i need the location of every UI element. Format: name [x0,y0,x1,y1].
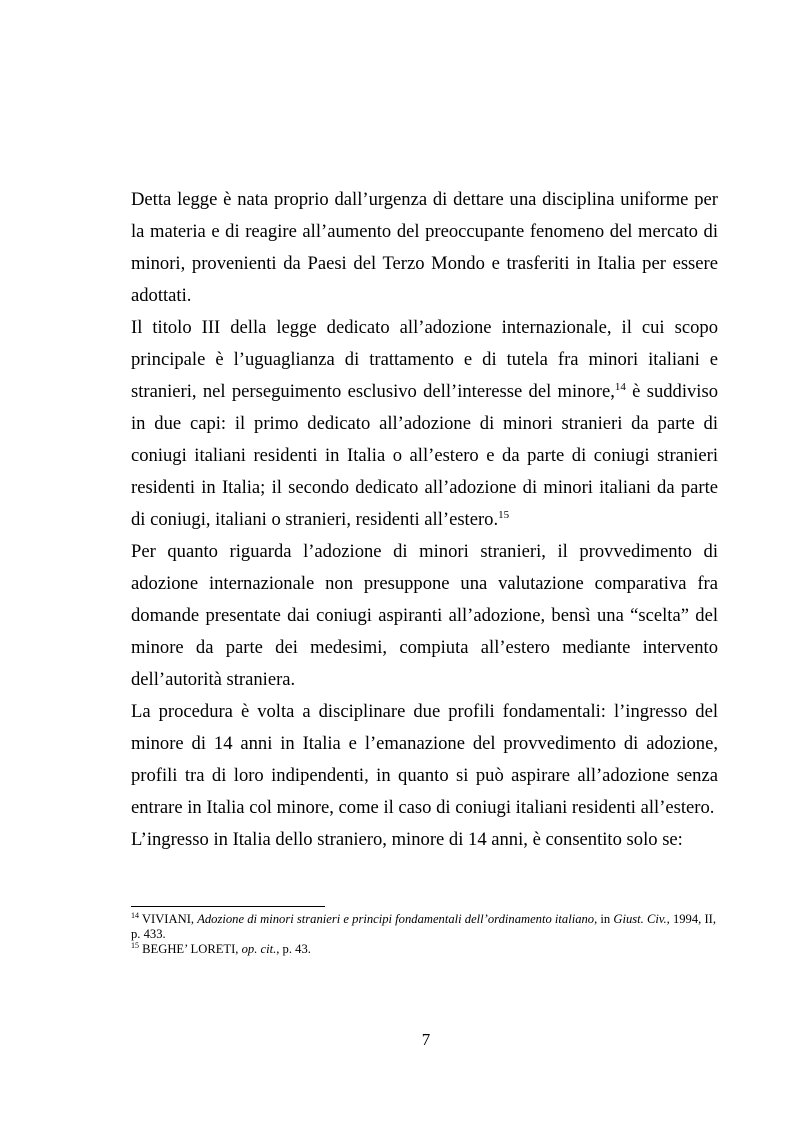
footnote-14-mid: , in [594,912,614,926]
paragraph-4: La procedura è volta a disciplinare due profili fondamentali: l’ingresso del minore di 14 anni in Italia e l’emanazione del provvedimento di adozione, profili tra di loro indipendenti, in quanto si può aspirare all’adozione senza entrare in Italia col minore, come il caso di coniugi italiani residenti all’estero. [131,701,718,818]
footnote-14 [131,912,718,942]
body-text [131,184,718,856]
paragraph-2 [131,312,718,536]
footnote-ref-14[interactable]: 14 [614,380,626,393]
paragraph-2-text-b: è suddiviso in due capi: il primo dedicato all’adozione di minori stranieri da parte di coniugi italiani residenti in Italia o all’estero e da parte di coniugi stranieri residenti in Italia; il secondo dedicato all’adozione di minori italiani da parte di coniugi, italiani o stranieri, residenti all’estero. [131,381,719,530]
footnote-14-rest: , 1994, II, p. 433. [131,912,716,941]
footnote-14-title: Adozione di minori stranieri e principi fondamentali dell’ordinamento italiano [197,912,595,926]
footnote-ref-15[interactable]: 15 [498,508,510,521]
footnote-15-title: op. cit. [241,942,277,956]
paragraph-2-text-a: Il titolo III della legge dedicato all’adozione internazionale, il cui scopo principale è l’uguaglianza di trattamento e di tutela fra minori italiani e stranieri, nel perseguimento esclusivo dell’interesse del minore, [131,317,718,402]
footnote-14-number: 14 [131,910,139,920]
footnote-15 [131,942,718,957]
footnotes [131,912,718,957]
footnote-14-author: VIVIANI, [139,912,198,926]
footnote-15-author: BEGHE’ LORETI, [139,942,242,956]
paragraph-5: L’ingresso in Italia dello straniero, minore di 14 anni, è consentito solo se: [131,829,683,850]
paragraph-3: Per quanto riguarda l’adozione di minori stranieri, il provvedimento di adozione internazionale non presuppone una valutazione comparativa fra domande presentate dai coniugi aspiranti all’adozione, bensì una “scelta” del minore da parte dei medesimi, compiuta all’estero mediante intervento dell’autorità straniera. [131,541,718,690]
footnote-15-rest: , p. 43. [276,942,311,956]
footnote-separator [131,906,325,907]
page-number: 7 [421,1030,431,1049]
footnote-14-journal: Giust. Civ. [613,912,667,926]
paragraph-1: Detta legge è nata proprio dall’urgenza di dettare una disciplina uniforme per la materia e di reagire all’aumento del preoccupante fenomeno del mercato di minori, provenienti da Paesi del Terzo Mondo e trasferiti in Italia per essere adottati. [131,189,718,306]
footnote-15-number: 15 [131,940,139,950]
